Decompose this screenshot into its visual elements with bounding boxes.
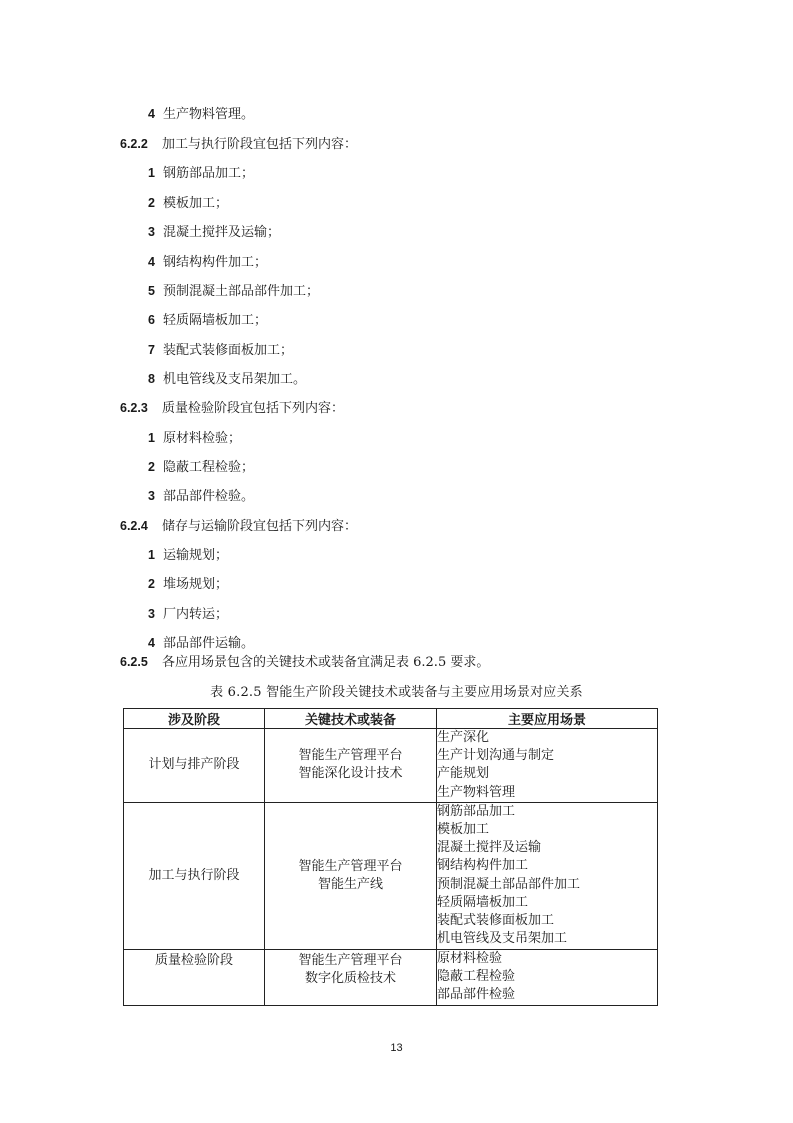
item-text: 钢筋部品加工； bbox=[163, 166, 255, 181]
clause-text: 质量检验阶段宜包括下列内容： bbox=[162, 401, 345, 416]
stage-name: 加工与执行阶段 bbox=[148, 867, 240, 883]
tech-item: 数字化质检技术 bbox=[304, 971, 396, 987]
list-item bbox=[148, 312, 267, 329]
list-item bbox=[148, 342, 293, 359]
tech-item: 智能深化设计技术 bbox=[298, 766, 403, 782]
scene-item: 生产计划沟通与制定 bbox=[437, 748, 555, 764]
list-item bbox=[148, 606, 228, 623]
clause-heading bbox=[120, 518, 357, 535]
item-text: 原材料检验； bbox=[163, 431, 242, 446]
item-number: 2 bbox=[148, 460, 155, 474]
scene-item: 部品部件检验 bbox=[437, 987, 516, 1003]
clause-heading bbox=[120, 400, 344, 417]
item-text: 厂内转运； bbox=[163, 607, 229, 622]
list-item bbox=[148, 576, 228, 593]
item-number: 4 bbox=[148, 107, 155, 121]
scene-item: 生产物料管理 bbox=[437, 784, 516, 800]
item-number: 1 bbox=[148, 166, 155, 180]
item-text: 模板加工； bbox=[163, 196, 229, 211]
scene-item: 原材料检验 bbox=[437, 950, 503, 966]
list-item bbox=[148, 283, 319, 300]
table-row bbox=[124, 729, 658, 803]
clause-number: 6.2.4 bbox=[120, 519, 148, 533]
clause-number: 6.2.3 bbox=[120, 401, 148, 415]
item-text: 装配式装修面板加工； bbox=[163, 343, 294, 358]
item-text: 钢结构构件加工； bbox=[163, 255, 268, 270]
item-number: 1 bbox=[148, 431, 155, 445]
item-number: 2 bbox=[148, 196, 155, 210]
list-item bbox=[148, 224, 280, 241]
item-number: 5 bbox=[148, 284, 155, 298]
clause-text: 加工与执行阶段宜包括下列内容： bbox=[162, 137, 358, 152]
scene-item: 隐蔽工程检验 bbox=[437, 969, 516, 985]
item-number: 4 bbox=[148, 636, 155, 650]
item-text: 部品部件检验。 bbox=[163, 489, 255, 504]
item-number: 8 bbox=[148, 372, 155, 386]
clause-number: 6.2.5 bbox=[120, 655, 148, 669]
scene-item: 预制混凝土部品部件加工 bbox=[437, 876, 581, 892]
tech-cell bbox=[265, 802, 437, 949]
list-item bbox=[148, 488, 254, 505]
tech-cell bbox=[265, 949, 437, 1005]
item-number: 3 bbox=[148, 607, 155, 621]
list-item bbox=[148, 371, 306, 388]
item-number: 4 bbox=[148, 255, 155, 269]
scenes-cell bbox=[437, 949, 658, 1005]
header-stage: 涉及阶段 bbox=[124, 709, 265, 729]
list-item bbox=[148, 195, 228, 212]
clause-heading bbox=[120, 654, 489, 671]
list-item bbox=[148, 254, 267, 271]
scenes-cell bbox=[437, 729, 658, 803]
tech-item: 智能生产管理平台 bbox=[298, 748, 403, 764]
page-number: 13 bbox=[390, 1042, 403, 1054]
tech-item: 智能生产管理平台 bbox=[298, 858, 403, 874]
list-item bbox=[148, 547, 228, 564]
item-number: 3 bbox=[148, 489, 155, 503]
table-row bbox=[124, 802, 658, 949]
table-caption: 表 6.2.5 智能生产阶段关键技术或装备与主要应用场景对应关系 bbox=[210, 685, 583, 700]
item-number: 2 bbox=[148, 577, 155, 591]
clause-text: 各应用场景包含的关键技术或装备宜满足表 6.2.5 要求。 bbox=[162, 655, 490, 670]
stage-cell bbox=[124, 729, 265, 803]
list-item bbox=[148, 635, 254, 652]
stage-name: 计划与排产阶段 bbox=[148, 757, 240, 773]
clause-number: 6.2.2 bbox=[120, 137, 148, 151]
scene-item: 机电管线及支吊架加工 bbox=[437, 931, 568, 947]
item-text: 隐蔽工程检验； bbox=[163, 460, 255, 475]
item-text: 部品部件运输。 bbox=[163, 636, 255, 651]
header-tech: 关键技术或装备 bbox=[265, 709, 437, 729]
scene-item: 产能规划 bbox=[437, 766, 490, 782]
list-item bbox=[148, 165, 254, 182]
list-item bbox=[148, 106, 254, 123]
item-number: 1 bbox=[148, 548, 155, 562]
item-text: 混凝土搅拌及运输； bbox=[163, 225, 281, 240]
clause-text: 储存与运输阶段宜包括下列内容： bbox=[162, 519, 358, 534]
scenes-cell bbox=[437, 802, 658, 949]
header-scenes: 主要应用场景 bbox=[437, 709, 658, 729]
scene-item: 模板加工 bbox=[437, 822, 490, 838]
item-number: 6 bbox=[148, 313, 155, 327]
scene-item: 钢结构构件加工 bbox=[437, 858, 529, 874]
list-item bbox=[148, 459, 254, 476]
item-text: 预制混凝土部品部件加工； bbox=[163, 284, 320, 299]
tech-cell bbox=[265, 729, 437, 803]
clause-heading bbox=[120, 136, 357, 153]
tech-item: 智能生产线 bbox=[317, 876, 383, 892]
item-number: 7 bbox=[148, 343, 155, 357]
tech-item: 智能生产管理平台 bbox=[298, 952, 403, 968]
scene-item: 轻质隔墙板加工 bbox=[437, 894, 529, 910]
stage-name: 质量检验阶段 bbox=[154, 952, 233, 968]
item-number: 3 bbox=[148, 225, 155, 239]
stage-cell bbox=[124, 802, 265, 949]
item-text: 生产物料管理。 bbox=[163, 107, 255, 122]
scenario-table bbox=[123, 708, 658, 1006]
item-text: 堆场规划； bbox=[163, 577, 229, 592]
stage-cell bbox=[124, 949, 265, 1005]
table-row bbox=[124, 949, 658, 1005]
list-item bbox=[148, 430, 241, 447]
scene-item: 生产深化 bbox=[437, 730, 490, 745]
item-text: 轻质隔墙板加工； bbox=[163, 313, 268, 328]
scene-item: 装配式装修面板加工 bbox=[437, 913, 555, 929]
item-text: 运输规划； bbox=[163, 548, 229, 563]
item-text: 机电管线及支吊架加工。 bbox=[163, 372, 307, 387]
table-header-row bbox=[124, 709, 658, 729]
scene-item: 混凝土搅拌及运输 bbox=[437, 840, 542, 856]
scene-item: 钢筋部品加工 bbox=[437, 803, 516, 819]
